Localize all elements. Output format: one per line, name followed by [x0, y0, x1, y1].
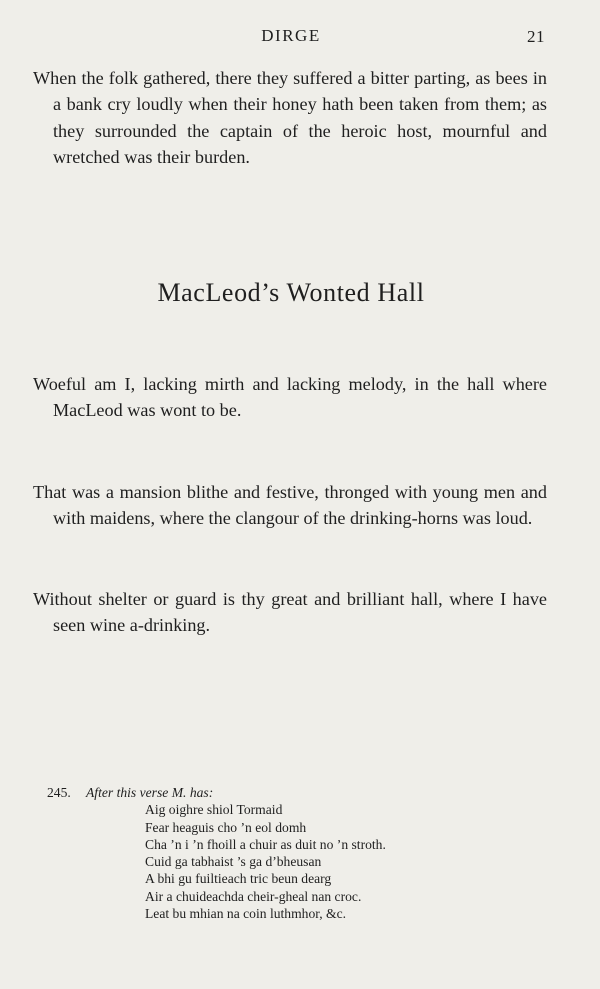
running-head [0, 26, 600, 50]
verse-line: A bhi gu fuiltieach tric beun dearg [145, 871, 332, 887]
paragraph-bees-lament: When the folk gathered, there they suffered a bitter parting, as bees in a bank cry loudly when their honey hath been taken from them; as they surrounded the captain of the heroic host, mournful and wretched was their burden. [33, 68, 547, 167]
paragraph-shelter: Without shelter or guard is thy great and brilliant hall, where I have seen wine a-drinking. [33, 589, 547, 636]
footnote-verse [145, 801, 547, 922]
footnote [47, 784, 547, 922]
poem-title: MacLeod’s Wonted Hall [157, 278, 425, 307]
verse-line: Leat bu mhian na coin luthmhor, &c. [145, 906, 347, 922]
footnote-number: 245. [47, 785, 71, 800]
verse-line: Aig oighre shiol Tormaid [145, 802, 283, 818]
paragraph-woeful: Woeful am I, lacking mirth and lacking melody, in the hall where MacLeod was wont to be. [33, 374, 547, 421]
verse-line: Cha ’n i ’n fhoill a chuir as duit no ’n stroth. [145, 836, 386, 852]
verse-line: Cuid ga tabhaist ’s ga d’bheusan [145, 854, 322, 870]
page-number: 21 [527, 27, 545, 46]
paragraph-mansion: That was a mansion blithe and festive, thronged with young men and with maidens, where the clangour of the drinking-horns was loud. [33, 482, 547, 529]
running-head-title: DIRGE [261, 26, 321, 45]
verse-line: Air a chuideachda cheir-gheal nan croc. [145, 888, 362, 904]
footnote-intro: After this verse M. has: [86, 785, 214, 800]
verse-line: Fear heaguis cho ’n eol domh [145, 819, 307, 835]
footnote-header [47, 784, 547, 801]
